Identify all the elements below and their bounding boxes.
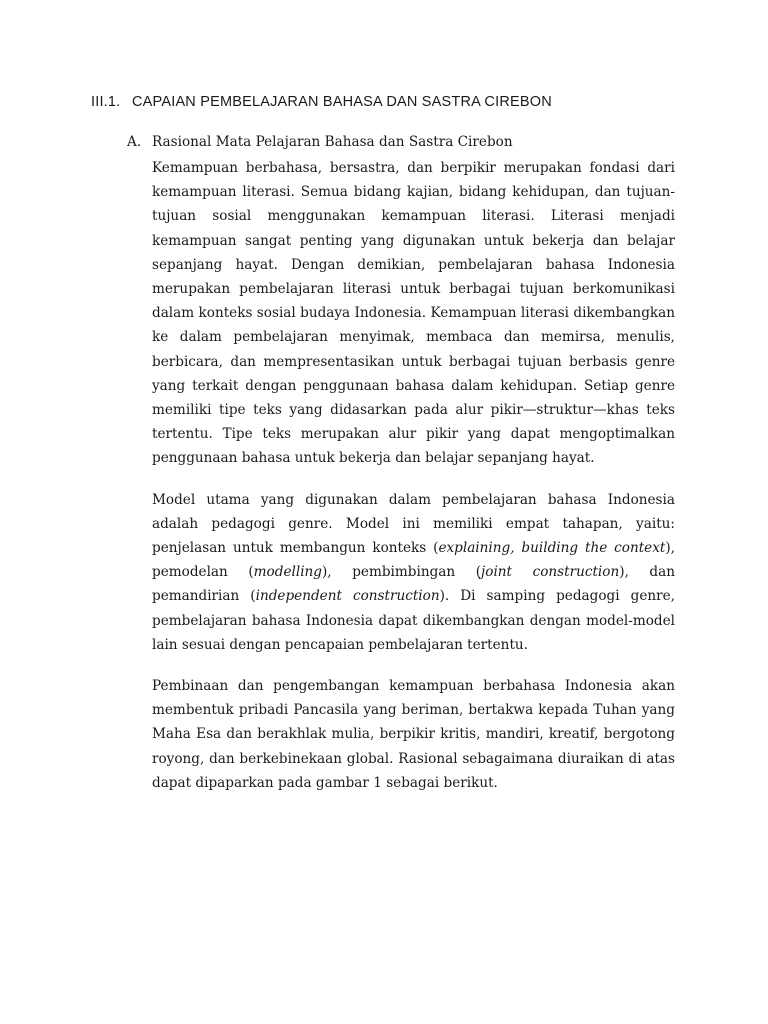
section-heading xyxy=(91,94,552,110)
paragraph-2-text-2: ), pemodelan ( xyxy=(152,540,675,581)
subsection-letter: A. xyxy=(127,134,142,150)
paragraph-1: Kemampuan berbahasa, bersastra, dan berpikir merupakan fondasi dari kemampuan literasi. Semua bidang kajian, bidang kehidupan, dan tujuan-tujuan sosial menggunakan kemampuan literasi. Literasi menjadi kemampuan sangat penting yang digunakan untuk bekerja dan belajar sepanjang hayat. Dengan demikian, pembelajaran bahasa Indonesia merupakan pembelajaran literasi untuk berbagai tujuan berkomunikasi dalam konteks sosial budaya Indonesia. Kemampuan literasi dikembangkan ke dalam pembelajaran menyimak, membaca dan memirsa, menulis, berbicara, dan mempresentasikan untuk berbagai tujuan berbasis genre yang terkait dengan penggunaan bahasa dalam kehidupan. Setiap genre memiliki tipe teks yang didasarkan pada alur pikir—struktur—khas teks tertentu. Tipe teks merupakan alur pikir yang dapat mengoptimalkan penggunaan bahasa untuk bekerja dan belajar sepanjang hayat. xyxy=(152,160,675,467)
term-joint-construction: joint construction xyxy=(481,564,620,581)
paragraph-2-text-4: ), dan pemandirian ( xyxy=(152,564,675,605)
paragraph-2-text-5: ). Di samping pedagogi genre, pembelajaran bahasa Indonesia dapat dikembangkan dengan model-model lain sesuai dengan pencapaian pembelajaran tertentu. xyxy=(152,588,675,653)
paragraph-2 xyxy=(152,488,675,657)
body-content xyxy=(152,156,675,812)
paragraph-2-text-1: Model utama yang digunakan dalam pembelajaran bahasa Indonesia adalah pedagogi genre. Model ini memiliki empat tahapan, yaitu: penjelasan untuk membangun konteks ( xyxy=(152,491,675,557)
term-modelling: modelling xyxy=(253,564,322,581)
section-title: CAPAIAN PEMBELAJARAN BAHASA DAN SASTRA CIREBON xyxy=(132,94,552,110)
section-number: III.1. xyxy=(91,94,121,110)
term-explaining: explaining, building the context xyxy=(438,540,666,557)
paragraph-3: Pembinaan dan pengembangan kemampuan berbahasa Indonesia akan membentuk pribadi Pancasila yang beriman, bertakwa kepada Tuhan yang Maha Esa dan berakhlak mulia, berpikir kritis, mandiri, kreatif, bergotong royong, dan berkebinekaan global. Rasional sebagaimana diuraikan di atas dapat dipaparkan pada gambar 1 sebagai berikut. xyxy=(152,678,675,791)
subsection-heading xyxy=(127,134,513,150)
paragraph-2-text-3: ), pembimbingan ( xyxy=(322,564,482,581)
term-independent-construction: independent construction xyxy=(255,588,440,605)
subsection-title: Rasional Mata Pelajaran Bahasa dan Sastra Cirebon xyxy=(152,134,513,150)
